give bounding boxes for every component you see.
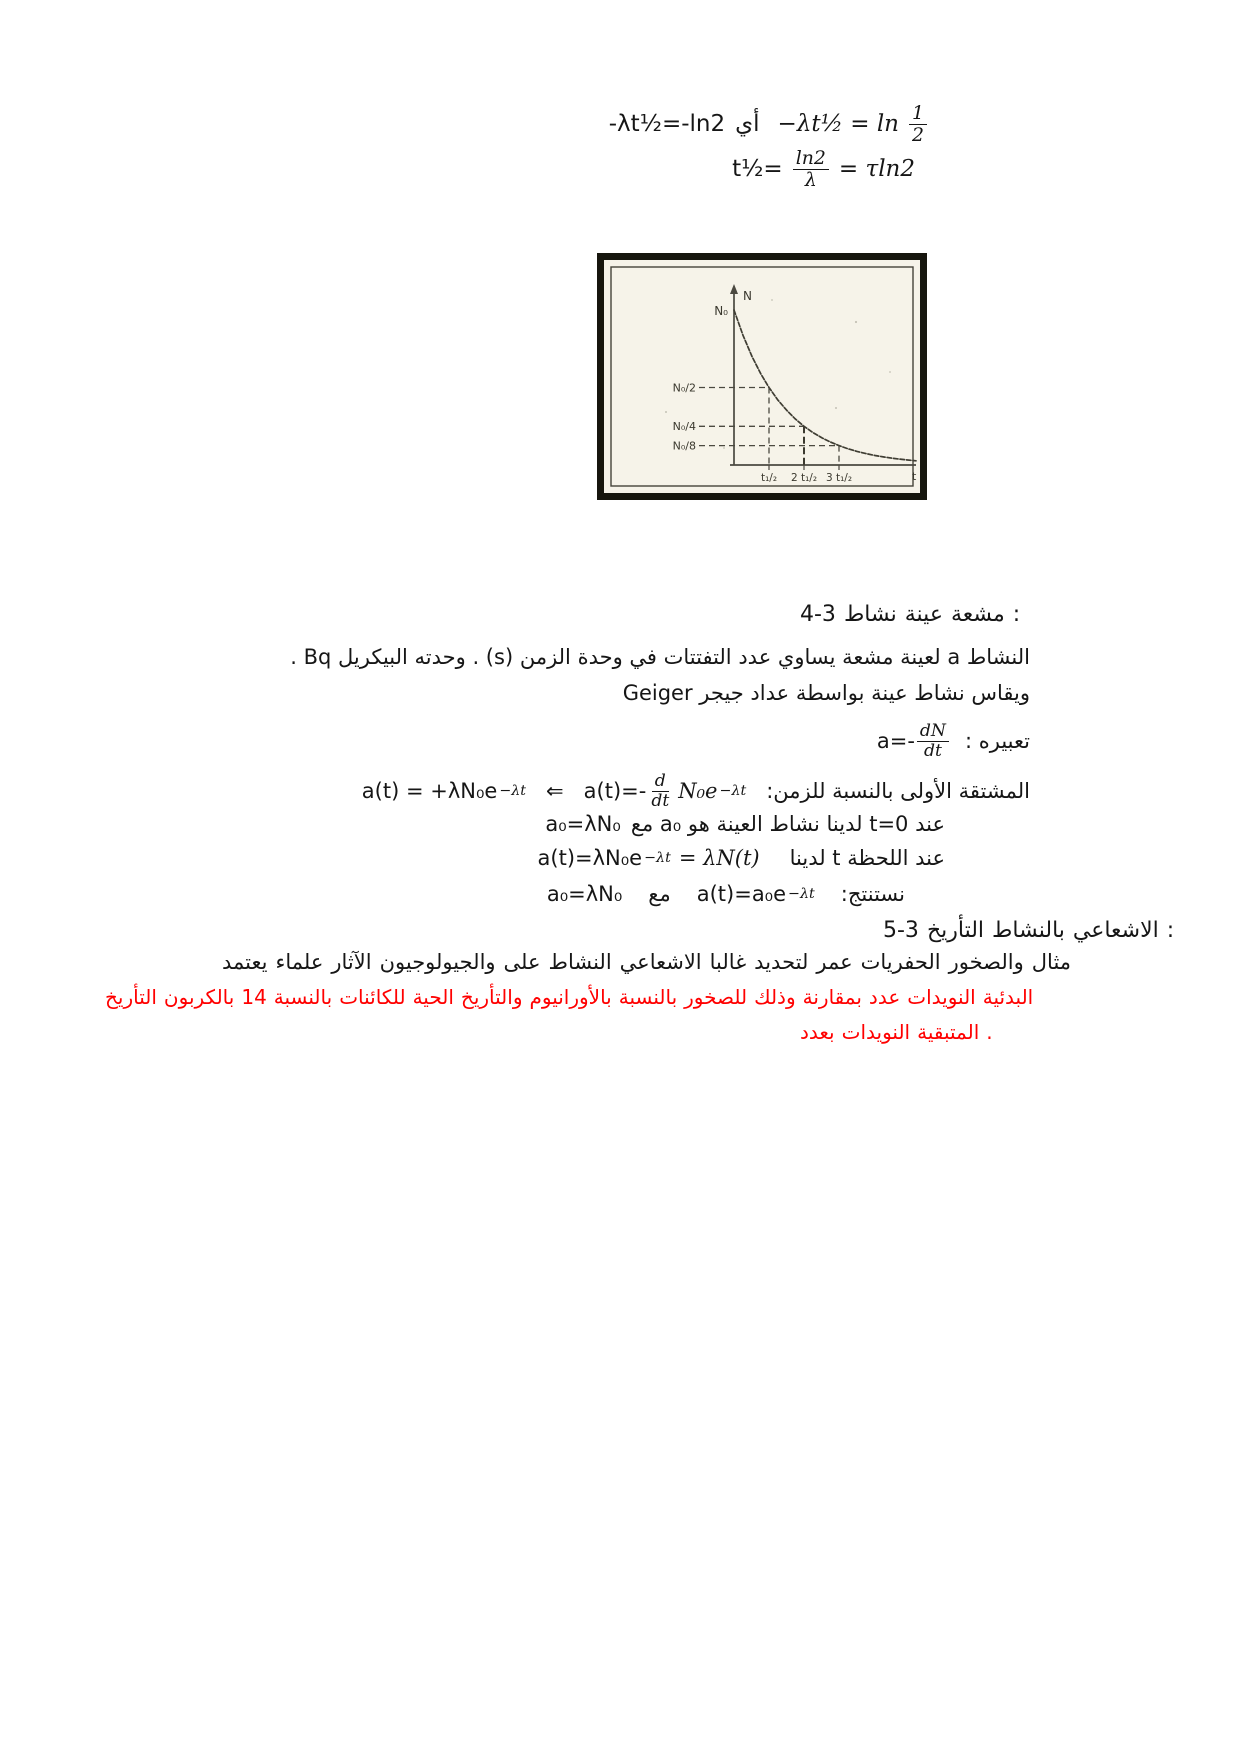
- word-token: 5-3: [883, 918, 919, 943]
- word-token: والصخور: [948, 950, 1024, 974]
- decay-curve: [734, 310, 916, 461]
- equation2-rhs: = τln2: [838, 156, 915, 183]
- derivative-formula: a(t)=- $\frac{d}{dt}$ N₀e −λt: [583, 771, 747, 811]
- word-token: مشعة: [950, 602, 1005, 627]
- word-token: نشاط: [843, 602, 897, 627]
- word-token: عينة: [904, 602, 943, 627]
- section-5-3-heading: [883, 918, 1174, 943]
- activity-formula: a=- $\frac{dN}{dt}$: [877, 722, 949, 761]
- initial-activity-formula: a₀=λN₀: [545, 812, 621, 836]
- word-token: :: [1166, 918, 1175, 943]
- initial-activity-text: عند t=0 لدينا نشاط العينة هو a₀ مع: [630, 812, 945, 836]
- fraction-d-dt: $\frac{d}{dt}$: [651, 771, 670, 811]
- word-token: بالنسبة: [618, 985, 678, 1009]
- activity-result-formula: a(t) = +λN₀e −λt: [361, 779, 527, 804]
- word-token: النويدات: [907, 985, 976, 1009]
- word-token: وذلك: [754, 985, 796, 1009]
- word-token: عدد: [868, 985, 901, 1009]
- activity-definition-paragraph: النشاط a لعينة مشعة يساوي عدد التفتتات في وحدة الزمن (s) . وحدته البيكريل Bq .: [290, 645, 1030, 669]
- equation-lhs: -λt½=-ln2: [608, 111, 726, 138]
- word-token: لتحديد: [754, 950, 809, 974]
- figure-y-axis-label: N: [743, 289, 752, 303]
- word-token: :: [1012, 602, 1021, 627]
- expression-line: [877, 722, 1030, 761]
- word-token: مثال: [1031, 950, 1072, 974]
- derivative-label: المشتقة الأولى بالنسبة للزمن:: [766, 779, 1030, 804]
- word-token: الاشعاعي: [619, 950, 702, 974]
- figure-n0-half-label: N₀/2: [672, 381, 696, 395]
- fraction-one-half: $\frac{1}{2}$: [909, 103, 927, 145]
- expression-label: تعبيره :: [965, 729, 1030, 754]
- dashed-guides: [699, 388, 839, 466]
- scan-noise: [665, 299, 891, 449]
- word-token: التأريخ: [105, 985, 157, 1009]
- equation-connector-word: أي: [735, 111, 760, 138]
- conclusion-line: [547, 882, 905, 906]
- derivative-line: [362, 772, 1030, 811]
- word-token: الحفريات: [860, 950, 941, 974]
- word-token: على: [503, 950, 541, 974]
- word-token: بالنسبة: [273, 985, 333, 1009]
- equation-rhs: −λt½ = ln: [777, 111, 899, 138]
- figure-n0-label: N₀: [714, 304, 728, 318]
- figure-n0-quarter-label: N₀/4: [672, 420, 696, 433]
- implies-arrow: ⇐: [546, 779, 564, 804]
- equation-halflife-value: [732, 148, 915, 190]
- word-token: والتأريخ: [460, 985, 523, 1009]
- dating-intro-paragraph: [222, 950, 1071, 974]
- activity-at-time-formula: a(t)=λN₀e −λt = λN(t): [537, 846, 760, 870]
- word-token: يعتمد: [222, 950, 268, 974]
- word-token: والجيولوجيون: [379, 950, 496, 974]
- conclusion-formula-1: a(t)=a₀e −λt: [696, 882, 815, 906]
- word-token: بمقارنة: [802, 985, 862, 1009]
- figure-x-axis-label: t: [912, 470, 917, 483]
- word-token: النشاط: [548, 950, 612, 974]
- activity-at-time-line: [538, 846, 945, 870]
- figure-x-tick-3: 3 t₁/₂: [825, 472, 853, 484]
- equation-halflife-ln: [609, 103, 927, 145]
- equation2-lhs: t½=: [732, 156, 783, 183]
- decay-graph-svg: [604, 260, 920, 493]
- word-token: بالكربون: [163, 985, 235, 1009]
- word-token: عمر: [816, 950, 853, 974]
- figure-x-tick-2: 2 t₁/₂: [790, 472, 818, 484]
- activity-at-time-label: عند اللحظة t لدينا: [789, 846, 945, 870]
- y-axis-arrow: [730, 284, 738, 294]
- carbon-dating-red-paragraph: [105, 985, 1033, 1009]
- word-token: للصخور: [684, 985, 748, 1009]
- word-token: النويدات: [841, 1020, 911, 1044]
- geiger-counter-paragraph: ويقاس نشاط عينة بواسطة عداد جيجر Geiger: [622, 681, 1030, 705]
- initial-activity-line: [545, 812, 945, 836]
- word-token: .: [986, 1020, 993, 1044]
- word-token: الاشعاعي: [1072, 918, 1159, 943]
- word-token: للكائنات: [339, 985, 406, 1009]
- section-4-3-heading: [800, 602, 1020, 627]
- word-token: الآثار: [331, 950, 372, 974]
- word-token: التأريخ: [926, 918, 985, 943]
- figure-x-tick-1: t₁/₂: [760, 472, 778, 484]
- conclusion-connector: مع: [648, 882, 671, 906]
- word-token: بعدد: [800, 1020, 835, 1044]
- conclusion-formula-2: a₀=λN₀: [546, 882, 623, 906]
- word-token: علماء: [275, 950, 324, 974]
- decay-graph-figure: [597, 253, 927, 500]
- fraction-ln2-lambda: $\frac{\ln 2}{\lambda}$: [793, 148, 829, 190]
- remaining-nuclides-red-line: [800, 1020, 993, 1044]
- word-token: بالأورانيوم: [529, 985, 612, 1009]
- word-token: بالنشاط: [992, 918, 1065, 943]
- word-token: الحية: [412, 985, 454, 1009]
- fraction-dN-dt: $\frac{dN}{dt}$: [917, 722, 949, 761]
- word-token: المتبقية: [917, 1020, 980, 1044]
- word-token: 4-3: [800, 602, 836, 627]
- word-token: غالبا: [709, 950, 747, 974]
- word-token: البدئية: [982, 985, 1034, 1009]
- figure-n0-eighth-label: N₀/8: [672, 439, 696, 453]
- conclusion-label: نستنتج:: [840, 882, 905, 906]
- word-token: 14: [241, 985, 267, 1009]
